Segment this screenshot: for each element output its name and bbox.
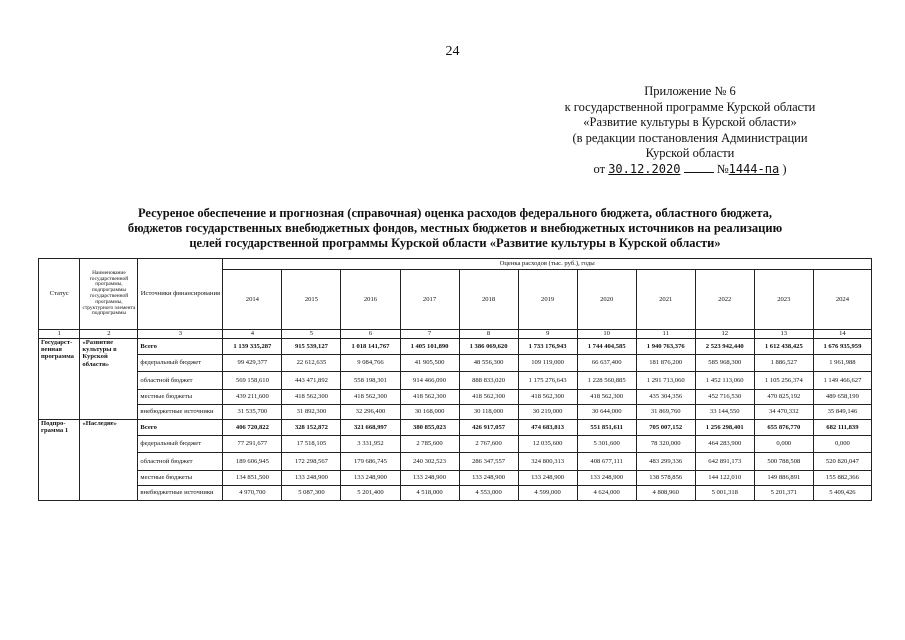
cell-value: 2 523 942,440 [695, 339, 754, 355]
title-line1: Ресуреное обеспечение и прогнозная (справочная) оценка расходов федерального бюджета, областного бюджета, [137, 206, 773, 220]
cell-value: 408 677,111 [577, 453, 636, 471]
cell-value: 418 562,300 [341, 390, 400, 405]
page-number: 24 [445, 44, 460, 59]
cell-value: 30 118,000 [459, 405, 518, 420]
cell-value: 1 940 763,376 [636, 339, 695, 355]
cell-value: 66 637,400 [577, 355, 636, 372]
table-row [39, 355, 872, 372]
cell-value: 133 248,900 [518, 471, 577, 486]
column-number: 3 [138, 330, 223, 339]
cell-value: 189 606,945 [223, 453, 282, 471]
year-header: 2022 [695, 270, 754, 330]
cell-value: 888 833,020 [459, 372, 518, 390]
cell-value: 418 562,300 [577, 390, 636, 405]
cell-value: 77 291,677 [223, 436, 282, 453]
cell-value: 1 228 560,885 [577, 372, 636, 390]
title-line2: бюджетов государственных внебюджетных фондов, местных бюджетов и внебюджетных источников на реализацию [127, 221, 783, 235]
cell-value: 30 219,000 [518, 405, 577, 420]
cell-value: 435 304,356 [636, 390, 695, 405]
cell-value: 133 248,900 [282, 471, 341, 486]
column-number: 10 [577, 330, 636, 339]
decree-number: 1444-па [728, 161, 780, 176]
cell-value: 3 331,952 [341, 436, 400, 453]
row-source: Всего [138, 339, 223, 355]
cell-value: 240 302,523 [400, 453, 459, 471]
appendix-date-line [520, 162, 860, 178]
cell-value: 483 299,336 [636, 453, 695, 471]
cell-value: 286 347,557 [459, 453, 518, 471]
column-number: 8 [459, 330, 518, 339]
column-number: 1 [39, 330, 80, 339]
cell-value: 31 535,700 [223, 405, 282, 420]
year-header: 2014 [223, 270, 282, 330]
cell-value: 1 744 404,585 [577, 339, 636, 355]
column-number: 7 [400, 330, 459, 339]
column-number: 2 [80, 330, 138, 339]
cell-value: 99 429,377 [223, 355, 282, 372]
appendix-line4: (в редакции постановления Администрации [572, 130, 808, 145]
table-row [39, 436, 872, 453]
cell-value: 1 405 101,890 [400, 339, 459, 355]
cell-value: 569 158,610 [223, 372, 282, 390]
cell-value: 1 105 256,374 [754, 372, 813, 390]
table-row [39, 339, 872, 355]
cell-value: 5 087,300 [282, 486, 341, 501]
table-head [39, 259, 872, 339]
cell-value: 31 869,760 [636, 405, 695, 420]
cell-value: 35 849,146 [813, 405, 871, 420]
cell-value: 109 119,000 [518, 355, 577, 372]
date-suffix: ) [782, 161, 787, 176]
appendix-header [520, 84, 860, 177]
cell-value: 489 658,199 [813, 390, 871, 405]
cell-value: 134 851,500 [223, 471, 282, 486]
cell-value: 4 970,700 [223, 486, 282, 501]
table-row [39, 471, 872, 486]
cell-value: 32 296,400 [341, 405, 400, 420]
year-header: 2024 [813, 270, 871, 330]
cell-value: 12 035,600 [518, 436, 577, 453]
cell-value: 1 018 141,767 [341, 339, 400, 355]
appendix-line2: к государственной программе Курской области [564, 99, 816, 114]
header-source: Источники финансирования [138, 259, 223, 330]
cell-value: 418 562,300 [282, 390, 341, 405]
table-row [39, 405, 872, 420]
year-header: 2018 [459, 270, 518, 330]
cell-value: 22 612,635 [282, 355, 341, 372]
cell-value: 31 892,300 [282, 405, 341, 420]
cell-value: 0,000 [813, 436, 871, 453]
column-number: 13 [754, 330, 813, 339]
document-title [80, 206, 830, 251]
cell-value: 5 409,426 [813, 486, 871, 501]
number-prefix: № [716, 161, 729, 176]
cell-value: 5 001,318 [695, 486, 754, 501]
cell-value: 418 562,300 [400, 390, 459, 405]
cell-value: 133 248,900 [400, 471, 459, 486]
cell-value: 1 676 935,959 [813, 339, 871, 355]
column-number: 5 [282, 330, 341, 339]
cell-value: 558 198,301 [341, 372, 400, 390]
cell-value: 5 201,371 [754, 486, 813, 501]
row-source: областной бюджет [138, 372, 223, 390]
cell-value: 4 553,000 [459, 486, 518, 501]
table-row [39, 372, 872, 390]
cell-value: 380 855,023 [400, 420, 459, 436]
cell-value: 133 248,900 [577, 471, 636, 486]
year-header: 2020 [577, 270, 636, 330]
cell-value: 551 851,611 [577, 420, 636, 436]
cell-value: 172 298,567 [282, 453, 341, 471]
cell-value: 915 539,127 [282, 339, 341, 355]
cell-value: 0,000 [754, 436, 813, 453]
table-row [39, 486, 872, 501]
cell-value: 144 122,010 [695, 471, 754, 486]
date-prefix: от [593, 161, 606, 176]
cell-value: 133 248,900 [459, 471, 518, 486]
year-header: 2017 [400, 270, 459, 330]
cell-value: 470 825,192 [754, 390, 813, 405]
cell-value: 4 808,960 [636, 486, 695, 501]
row-source: федеральный бюджет [138, 355, 223, 372]
column-number: 6 [341, 330, 400, 339]
row-source: Всего [138, 420, 223, 436]
appendix-line1: Приложение № 6 [644, 84, 736, 98]
cell-value: 1 256 298,401 [695, 420, 754, 436]
cell-value: 585 968,300 [695, 355, 754, 372]
header-estimate: Оценка расходов (тыс. руб.), годы [223, 259, 872, 270]
row-source: местные бюджеты [138, 390, 223, 405]
cell-value: 1 452 113,060 [695, 372, 754, 390]
cell-value: 9 084,766 [341, 355, 400, 372]
cell-value: 682 111,839 [813, 420, 871, 436]
row-source: внебюджетные источники [138, 405, 223, 420]
cell-value: 181 876,200 [636, 355, 695, 372]
row-source: областной бюджет [138, 453, 223, 471]
cell-value: 33 144,550 [695, 405, 754, 420]
cell-value: 439 211,600 [223, 390, 282, 405]
cell-value: 1 175 276,643 [518, 372, 577, 390]
cell-value: 1 291 713,060 [636, 372, 695, 390]
cell-value: 138 578,856 [636, 471, 695, 486]
appendix-line3: «Развитие культуры в Курской области» [583, 115, 797, 129]
cell-value: 179 686,745 [341, 453, 400, 471]
row-source: внебюджетные источники [138, 486, 223, 501]
title-line3: целей государственной программы Курской области «Развитие культуры в Курской области» [189, 236, 721, 250]
cell-value: 4 624,000 [577, 486, 636, 501]
table-row [39, 420, 872, 436]
row-program-name: «Развитие культуры в Курской области» [80, 339, 138, 420]
cell-value: 30 168,000 [400, 405, 459, 420]
cell-value: 705 007,152 [636, 420, 695, 436]
cell-value: 2 767,600 [459, 436, 518, 453]
cell-value: 328 152,872 [282, 420, 341, 436]
header-name: Наименование государственной программы, подпрограммы государственной программы, структурного элемента подпрограммы [80, 259, 138, 330]
cell-value: 464 283,900 [695, 436, 754, 453]
cell-value: 1 386 069,620 [459, 339, 518, 355]
appendix-line5: Курской области [645, 146, 735, 160]
column-number: 11 [636, 330, 695, 339]
cell-value: 520 820,047 [813, 453, 871, 471]
table-row [39, 453, 872, 471]
table-body [39, 339, 872, 501]
cell-value: 41 905,500 [400, 355, 459, 372]
cell-value: 1 733 176,943 [518, 339, 577, 355]
year-header: 2015 [282, 270, 341, 330]
row-source: федеральный бюджет [138, 436, 223, 453]
cell-value: 78 320,000 [636, 436, 695, 453]
cell-value: 2 785,600 [400, 436, 459, 453]
cell-value: 30 644,000 [577, 405, 636, 420]
row-status: Государст-венная программа [39, 339, 80, 420]
column-number: 14 [813, 330, 871, 339]
cell-value: 1 886,527 [754, 355, 813, 372]
year-header: 2016 [341, 270, 400, 330]
cell-value: 17 518,105 [282, 436, 341, 453]
funding-table [38, 258, 872, 501]
cell-value: 914 466,090 [400, 372, 459, 390]
cell-value: 324 800,313 [518, 453, 577, 471]
cell-value: 406 720,822 [223, 420, 282, 436]
cell-value: 418 562,300 [459, 390, 518, 405]
cell-value: 1 149 466,627 [813, 372, 871, 390]
year-header: 2019 [518, 270, 577, 330]
row-source: местные бюджеты [138, 471, 223, 486]
cell-value: 474 683,813 [518, 420, 577, 436]
cell-value: 155 882,366 [813, 471, 871, 486]
header-status: Статус [39, 259, 80, 330]
cell-value: 500 788,508 [754, 453, 813, 471]
cell-value: 321 668,997 [341, 420, 400, 436]
row-program-name: «Наследие» [80, 420, 138, 501]
column-number: 12 [695, 330, 754, 339]
cell-value: 48 556,300 [459, 355, 518, 372]
cell-value: 34 470,332 [754, 405, 813, 420]
cell-value: 452 716,530 [695, 390, 754, 405]
cell-value: 4 518,000 [400, 486, 459, 501]
year-header: 2023 [754, 270, 813, 330]
cell-value: 443 471,892 [282, 372, 341, 390]
cell-value: 133 248,900 [341, 471, 400, 486]
cell-value: 5 201,400 [341, 486, 400, 501]
cell-value: 5 301,600 [577, 436, 636, 453]
column-number: 9 [518, 330, 577, 339]
row-status: Подпро-грамма 1 [39, 420, 80, 501]
column-number: 4 [223, 330, 282, 339]
decree-date: 30.12.2020 [608, 161, 681, 176]
cell-value: 642 891,173 [695, 453, 754, 471]
cell-value: 1 961,988 [813, 355, 871, 372]
cell-value: 1 612 438,425 [754, 339, 813, 355]
cell-value: 1 139 335,287 [223, 339, 282, 355]
cell-value: 4 599,000 [518, 486, 577, 501]
cell-value: 655 876,770 [754, 420, 813, 436]
year-header: 2021 [636, 270, 695, 330]
table-row [39, 390, 872, 405]
cell-value: 149 886,891 [754, 471, 813, 486]
cell-value: 418 562,300 [518, 390, 577, 405]
cell-value: 426 917,057 [459, 420, 518, 436]
